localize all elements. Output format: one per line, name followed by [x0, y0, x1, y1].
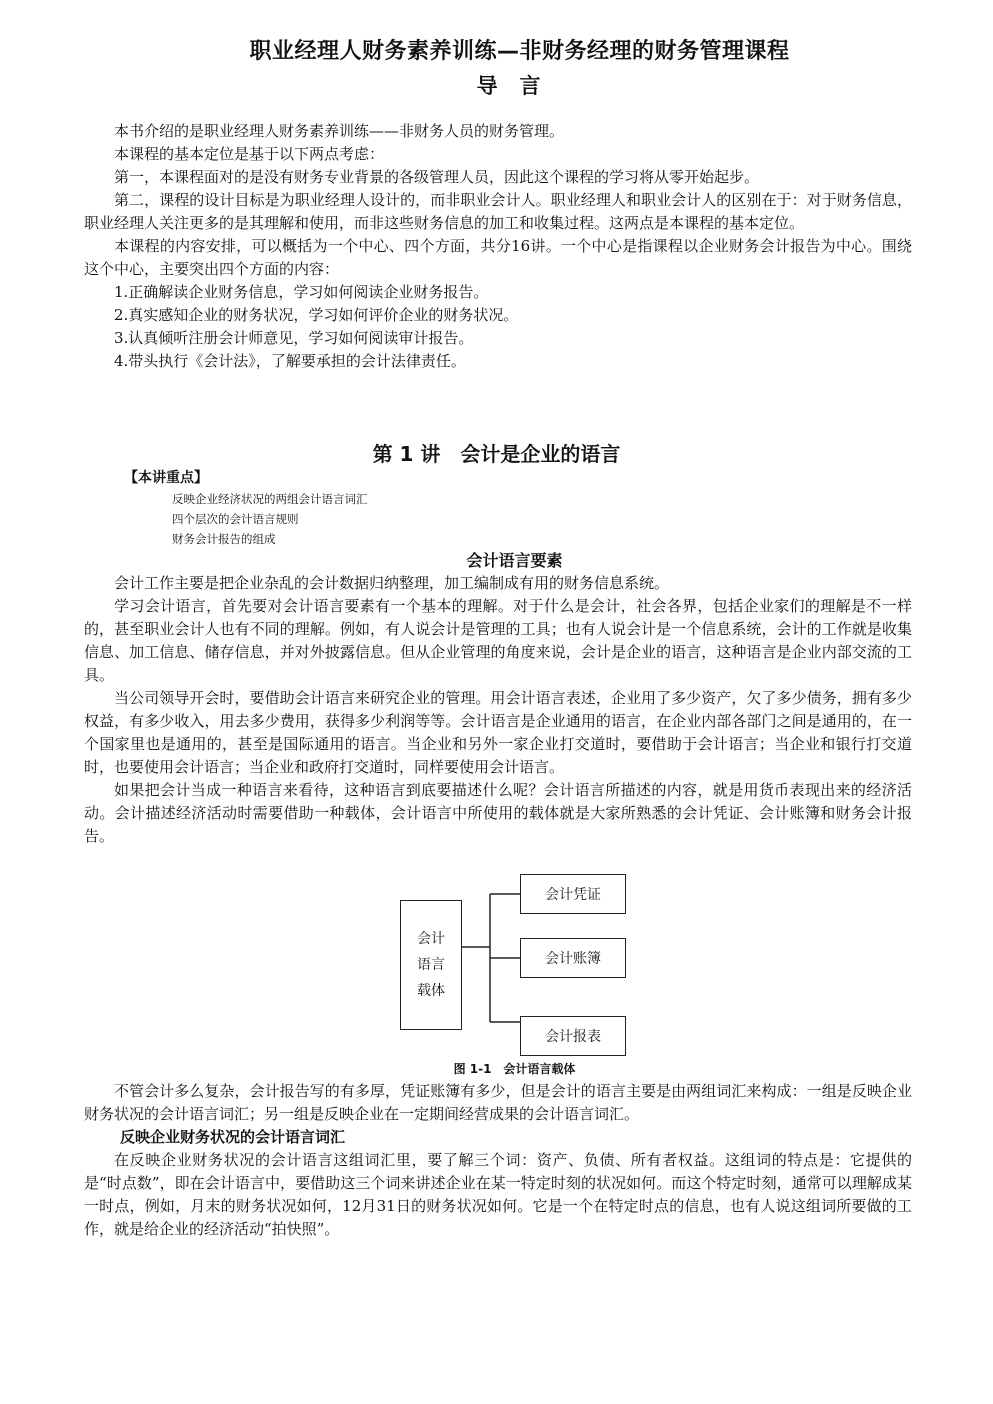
carrier-diagram [398, 872, 630, 1045]
intro-paragraph: 本课程的基本定位是基于以下两点考虑： [114, 145, 385, 163]
diagram-root-line: 语言 [417, 957, 445, 973]
diagram-root-line: 载体 [417, 983, 445, 999]
intro-list-item: 1.正确解读企业财务信息，学习如何阅读企业财务报告。 [114, 283, 489, 301]
intro-paragraph: 本书介绍的是职业经理人财务素养训练——非财务人员的财务管理。 [114, 122, 565, 140]
focus-item: 财务会计报告的组成 [172, 532, 276, 546]
after-figure-body [84, 1080, 912, 1126]
diagram-root-box [400, 900, 462, 1030]
figure-caption: 图 1-1 会计语言载体 [453, 1062, 576, 1076]
diagram-child-box: 会计凭证 [520, 874, 626, 914]
section-title: 会计语言要素 [466, 551, 563, 570]
body-paragraph: 如果把会计当成一种语言来看待，这种语言到底要描述什么呢？会计语言所描述的内容，就是用货币表现出来的经济活动。会计描述经济活动时需要借助一种载体，会计语言中所使用的载体就是大家所熟悉的会计凭证、会计账簿和财务会计报告。 [84, 781, 912, 845]
body-paragraph: 当公司领导开会时，要借助会计语言来研究企业的管理。用会计语言表述，企业用了多少资产，欠了多少债务，拥有多少权益，有多少收入，用去多少费用，获得多少利润等等。会计语言是企业通用的语言，在企业内部各部门之间是通用的，在一个国家里也是通用的，甚至是国际通用的语言。当企业和另外一家企业打交道时，要借助于会计语言；当企业和银行打交道时，也要使用会计语言；当企业和政府打交道时，同样要使用会计语言。 [84, 689, 912, 776]
diagram-child-box: 会计账簿 [520, 938, 626, 978]
lecture-title: 第 1 讲 会计是企业的语言 [372, 442, 621, 466]
intro-paragraph: 第二，课程的设计目标是为职业经理人设计的，而非职业会计人。职业经理人和职业会计人的区别在于：对于财务信息，职业经理人关注更多的是其理解和使用，而非这些财务信息的加工和收集过程。这两点是本课程的基本定位。 [84, 191, 912, 232]
body-paragraph: 在反映企业财务状况的会计语言这组词汇里，要了解三个词：资产、负债、所有者权益。这组词的特点是：它提供的是“时点数”，即在会计语言中，要借助这三个词来讲述企业在某一特定时刻的状况如何。而这个特定时刻，通常可以理解成某一时点，例如，月末的财务状况如何，12月31日的财务状况如何。它是一个在特定时点的信息，也有人说这组词所要做的工作，就是给企业的经济活动“拍快照”。 [84, 1151, 912, 1238]
diagram-root-line: 会计 [417, 931, 445, 947]
document-subtitle: 导言 [476, 74, 563, 98]
intro-paragraph: 本课程的内容安排，可以概括为一个中心、四个方面，共分16讲。一个中心是指课程以企业财务会计报告为中心。围绕这个中心，主要突出四个方面的内容： [84, 237, 912, 278]
focus-list [172, 489, 368, 549]
intro-paragraph: 第一，本课程面对的是没有财务专业背景的各级管理人员，因此这个课程的学习将从零开始起步。 [114, 168, 760, 186]
focus-item: 四个层次的会计语言规则 [172, 512, 299, 526]
focus-item: 反映企业经济状况的两组会计语言词汇 [172, 492, 368, 506]
body-paragraph: 学习会计语言，首先要对会计语言要素有一个基本的理解。对于什么是会计，社会各界，包括企业家们的理解是不一样的，甚至职业会计人也有不同的理解。例如，有人说会计是管理的工具；也有人说会计是一个信息系统，会计的工作就是收集信息、加工信息、储存信息，并对外披露信息。但从企业管理的角度来说，会计是企业的语言，这种语言是企业内部交流的工具。 [84, 597, 912, 684]
focus-label: 【本讲重点】 [124, 470, 208, 486]
intro-list-item: 4.带头执行《会计法》，了解要承担的会计法律责任。 [114, 352, 466, 370]
intro-list-item: 2.真实感知企业的财务状况，学习如何评价企业的财务状况。 [114, 306, 519, 324]
subsection-title: 反映企业财务状况的会计语言词汇 [120, 1128, 346, 1146]
body-paragraph: 不管会计多么复杂，会计报告写的有多厚，凭证账簿有多少，但是会计的语言主要是由两组词汇来构成：一组是反映企业财务状况的会计语言词汇；另一组是反映企业在一定期间经营成果的会计语言词汇。 [84, 1082, 912, 1123]
section-body [84, 572, 912, 848]
document-title: 职业经理人财务素养训练—非财务经理的财务管理课程 [249, 39, 790, 64]
diagram-child-box: 会计报表 [520, 1016, 626, 1056]
body-paragraph: 会计工作主要是把企业杂乱的会计数据归纳整理，加工编制成有用的财务信息系统。 [114, 574, 670, 592]
intro-list-item: 3.认真倾听注册会计师意见，学习如何阅读审计报告。 [114, 329, 474, 347]
subsection-body [84, 1149, 912, 1241]
intro-section [84, 120, 912, 373]
